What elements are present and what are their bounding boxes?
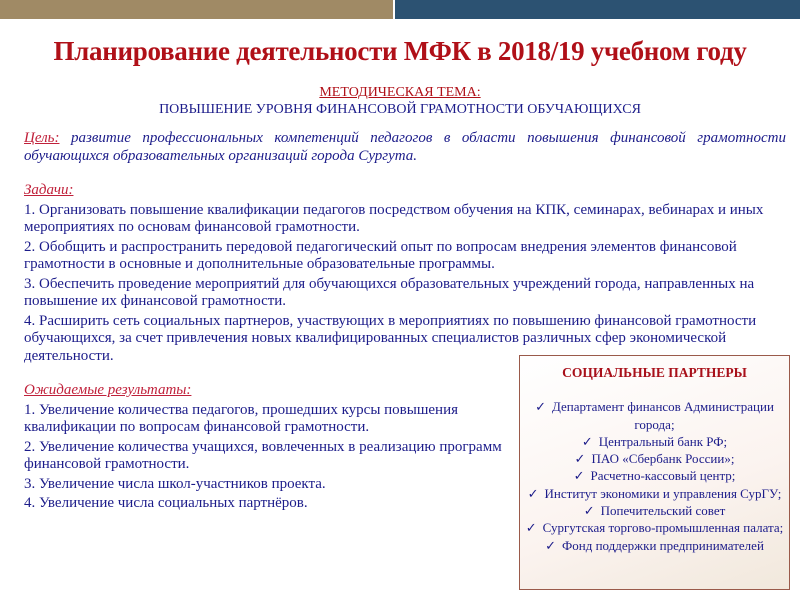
methodical-theme (0, 84, 800, 118)
partner-item: ✓ Департамент финансов Администрации города; (535, 399, 774, 432)
theme-label: МЕТОДИЧЕСКАЯ ТЕМА: (319, 85, 481, 100)
tasks-section (24, 182, 786, 365)
task-item: 1. Организовать повышение квалификации педагогов посредством обучения на КПК, семинарах, вебинарах и иных мероприятиях по основам финансовой грамотности. (24, 201, 764, 235)
partner-item: ✓ Расчетно-кассовый центр; (573, 468, 736, 484)
result-item: 4. Увеличение числа социальных партнёров. (24, 495, 308, 511)
partner-item: ✓ Центральный банк РФ; (581, 433, 728, 449)
theme-text: ПОВЫШЕНИЕ УРОВНЯ ФИНАНСОВОЙ ГРАМОТНОСТИ ОБУЧАЮЩИХСЯ (159, 102, 641, 117)
checkmark-icon: ✓ (581, 433, 593, 449)
partner-item: ✓ Сургутская торгово-промышленная палата; (525, 520, 784, 536)
checkmark-icon: ✓ (574, 451, 586, 467)
results-label: Ожидаемые результаты: (24, 382, 192, 398)
checkmark-icon: ✓ (525, 520, 537, 536)
partner-item: ✓ Попечительский совет (583, 503, 726, 519)
slide-title: Планирование деятельности МФК в 2018/19 учебном году (53, 36, 747, 66)
checkmark-icon: ✓ (545, 537, 556, 553)
checkmark-icon: ✓ (573, 468, 585, 484)
partner-item: ✓ ПАО «Сбербанк России»; (574, 451, 735, 467)
goal-text: развитие профессиональных компетенций педагогов в области повышения финансовой грамотности обучающихся образовательных организаций города Сургута. (24, 130, 786, 164)
task-item: 4. Расширить сеть социальных партнеров, участвующих в мероприятиях по повышению финансовой грамотности обучающихся, за счет привлечения новых квалифицированных специалистов различных сфер экономической деятельности. (24, 312, 757, 364)
task-item: 3. Обеспечить проведение мероприятий для обучающихся образовательных учреждений города, направленных на повышение их финансовой грамотности. (24, 275, 755, 309)
goal (24, 130, 786, 165)
header-bar-tan (0, 0, 393, 19)
result-item: 1. Увеличение количества педагогов, прошедших курсы повышения квалификации по вопросам финансовой грамотности. (24, 401, 459, 435)
goal-label: Цель: (24, 130, 60, 146)
result-item: 2. Увеличение количества учащихся, вовлеченных в реализацию программ финансовой грамотности. (24, 438, 502, 472)
social-partners-box (519, 355, 790, 590)
task-item: 2. Обобщить и распространить передовой педагогический опыт по вопросам внедрения элементов финансовой грамотности в основные и дополнительные образовательные программы. (24, 238, 737, 272)
partner-item: ✓ Институт экономики и управления СурГУ; (527, 485, 782, 501)
checkmark-icon: ✓ (535, 399, 546, 415)
checkmark-icon: ✓ (583, 503, 595, 519)
partner-item: ✓ Фонд поддержки предпринимателей (545, 537, 764, 553)
checkmark-icon: ✓ (527, 485, 539, 501)
header-bar-blue (395, 0, 800, 19)
result-item: 3. Увеличение числа школ-участников проекта. (24, 475, 326, 492)
partners-title: СОЦИАЛЬНЫЕ ПАРТНЕРЫ (562, 365, 747, 380)
tasks-label: Задачи: (24, 182, 74, 198)
